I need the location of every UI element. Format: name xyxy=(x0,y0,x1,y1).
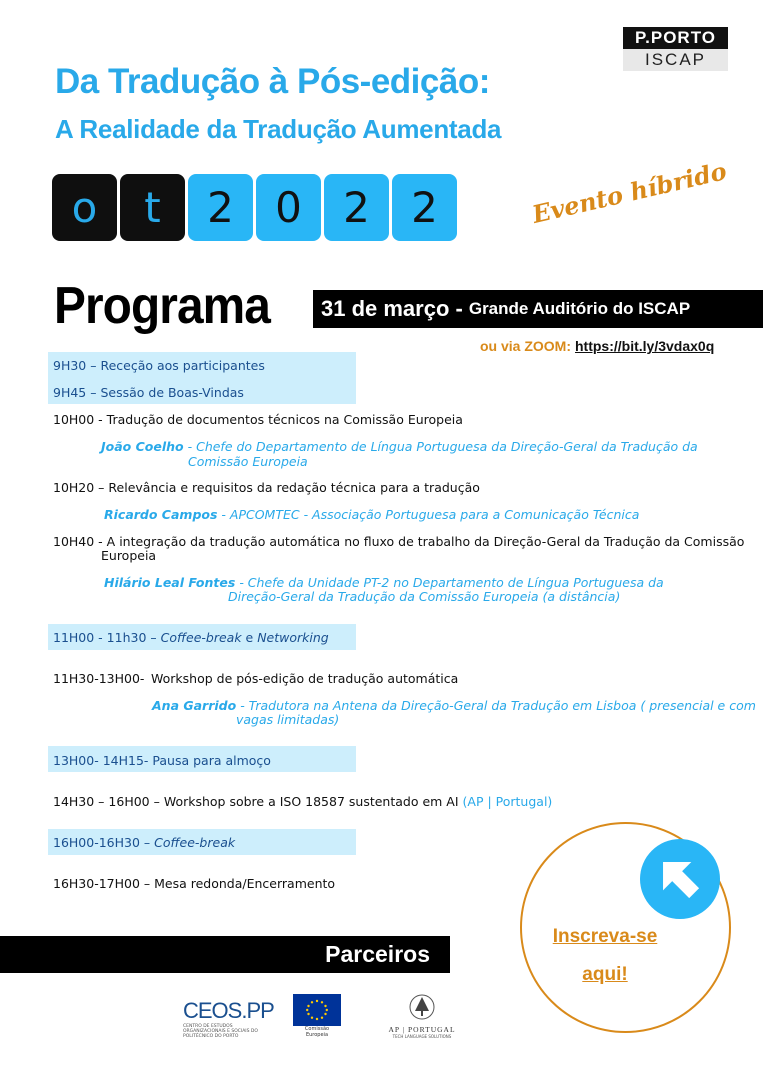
signup-line2[interactable]: aqui! xyxy=(582,964,628,985)
arrow-button[interactable] xyxy=(640,839,720,919)
tile-t: t xyxy=(120,174,185,241)
program-item: 10H20 – Relevância e requisitos da redação técnica para a tradução xyxy=(53,480,480,495)
ap-portugal-logo xyxy=(383,993,461,1039)
break-and: e xyxy=(241,630,258,645)
program-item-cont: Europeia xyxy=(101,548,157,563)
ap-sub: TECH LANGUAGE SOLUTIONS xyxy=(392,1034,452,1039)
zoom-prefix: ou via ZOOM: xyxy=(480,338,571,354)
zoom-link[interactable]: https://bit.ly/3vdax0q xyxy=(575,338,715,354)
ceos-logo xyxy=(183,998,274,1039)
tile-2: 2 xyxy=(188,174,253,241)
main-title: Da Tradução à Pós-edição: xyxy=(55,62,490,101)
speaker-name: Ricardo Campos xyxy=(104,507,218,522)
programa-heading: Programa xyxy=(54,277,270,335)
speaker-role: - Chefe do Departamento de Língua Portuguesa da Direção-Geral da Tradução da xyxy=(187,439,698,454)
speaker-line xyxy=(104,507,639,522)
program-item-break xyxy=(53,630,329,645)
program-item: Workshop de pós-edição de tradução automática xyxy=(151,671,459,686)
tile-0: 0 xyxy=(256,174,321,241)
program-item: 9H30 – Receção aos participantes xyxy=(53,358,265,373)
pporto-iscap-logo xyxy=(623,27,728,71)
zoom-line xyxy=(480,338,714,354)
eu-text-1: Comissão xyxy=(304,1026,330,1032)
tile-o: o xyxy=(52,174,117,241)
speaker-name: Ana Garrido xyxy=(152,698,237,713)
eu-flag-icon xyxy=(293,994,341,1026)
speaker-line xyxy=(101,439,698,454)
ap-portugal-tag: (AP | Portugal) xyxy=(462,794,553,809)
signup-link[interactable] xyxy=(530,918,680,994)
arrow-down-left-icon xyxy=(640,839,720,919)
tile-2b: 2 xyxy=(324,174,389,241)
program-item xyxy=(53,794,552,809)
ceos-desc: CENTRO DE ESTUDOS ORGANIZACIONAIS E SOCIAIS DO POLITÉCNICO DO PORTO xyxy=(183,1024,258,1039)
program-item: 13H00- 14H15- Pausa para almoço xyxy=(53,753,271,768)
ceos-name: CEOS.PP xyxy=(183,998,274,1023)
speaker-role: - Chefe da Unidade PT-2 no Departamento de Língua Portuguesa da xyxy=(239,575,664,590)
logo-bottom-text: ISCAP xyxy=(623,49,728,71)
speaker-role-cont: vagas limitadas) xyxy=(236,712,340,727)
speaker-line xyxy=(104,575,664,590)
speaker-role: - Tradutora na Antena da Direção-Geral da Tradução em Lisboa ( presencial e com xyxy=(240,698,756,713)
speaker-role-cont: Comissão Europeia xyxy=(188,454,308,469)
date-text: 31 de março - xyxy=(321,296,463,321)
ap-name: AP | PORTUGAL xyxy=(388,1025,456,1034)
program-item-break xyxy=(53,835,235,850)
break-time: 16H00-16H30 – xyxy=(53,835,155,850)
break-time: 11H00 - 11h30 – xyxy=(53,630,161,645)
venue-text: Grande Auditório do ISCAP xyxy=(468,299,691,318)
european-commission-logo xyxy=(293,994,341,1040)
logo-top-text: P.PORTO xyxy=(623,27,728,49)
partners-heading: Parceiros xyxy=(325,941,430,967)
tile-2c: 2 xyxy=(392,174,457,241)
hybrid-event-label: Evento híbrido xyxy=(529,156,730,229)
program-item: 10H40 - A integração da tradução automática no fluxo de trabalho da Direção-Geral da Tradução da Comissão xyxy=(53,534,745,549)
signup-line1[interactable]: Inscreva-se xyxy=(552,926,658,947)
partners-bar xyxy=(0,936,450,973)
ot2022-tiles xyxy=(52,174,457,241)
pine-tree-icon xyxy=(407,993,437,1021)
date-bar xyxy=(313,290,763,328)
speaker-name: João Coelho xyxy=(101,439,184,454)
coffee-break-text: Coffee-break xyxy=(154,835,236,850)
speaker-role-cont: Direção-Geral da Tradução da Comissão Europeia (a distância) xyxy=(228,589,621,604)
coffee-break-text: Coffee-break xyxy=(160,630,242,645)
speaker-line xyxy=(152,698,756,713)
program-item: 9H45 – Sessão de Boas-Vindas xyxy=(53,385,244,400)
program-item: 10H00 - Tradução de documentos técnicos na Comissão Europeia xyxy=(53,412,463,427)
networking-text: Networking xyxy=(257,630,329,645)
speaker-name: Hilário Leal Fontes xyxy=(104,575,236,590)
subtitle: A Realidade da Tradução Aumentada xyxy=(55,114,502,144)
program-item: 16H30-17H00 – Mesa redonda/Encerramento xyxy=(53,876,336,891)
eu-text-2: Europeia xyxy=(305,1032,329,1038)
workshop-iso-text: 14H30 – 16H00 – Workshop sobre a ISO 18587 sustentado em AI xyxy=(53,794,459,809)
program-item-time: 11H30-13H00- xyxy=(53,671,145,686)
speaker-role: - APCOMTEC - Associação Portuguesa para a Comunicação Técnica xyxy=(221,507,640,522)
